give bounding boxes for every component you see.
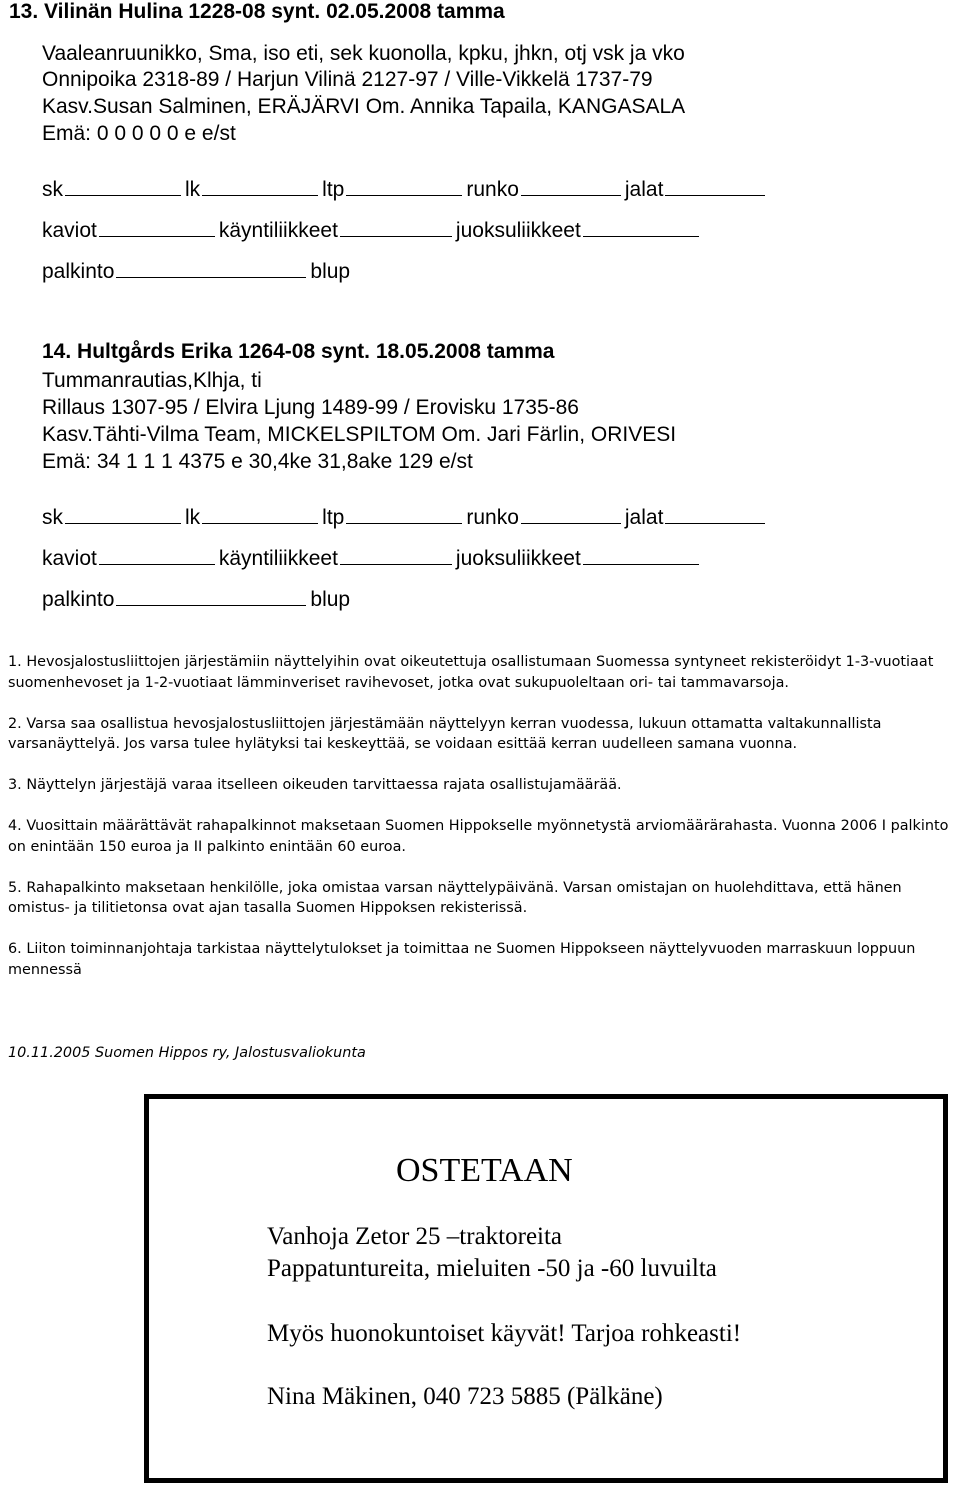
rule-number: 4.: [8, 818, 22, 834]
label-lk: lk: [185, 506, 201, 529]
blank-runko[interactable]: [521, 176, 621, 196]
rule-text: Varsa saa osallistua hevosjalostusliittojen järjestämään näyttelyyn kerran vuodessa, lukuun ottamatta valtakunnallista varsanäyttelyä. Jos varsa tulee hylätyksi tai keskeyttää, se voidaan esittää kerran uudelleen samana vuonna.: [8, 715, 887, 752]
label-runko: runko: [466, 178, 519, 201]
rule-text: Vuosittain määrättävät rahapalkinnot maksetaan Suomen Hippokselle myönnetystä arviomäärärahasta. Vuonna 2006 I palkinto on enintään 150 euroa ja II palkinto enintään 60 euroa.: [8, 818, 954, 855]
entry-14-form-row-2: [42, 545, 703, 571]
blank-runko[interactable]: [521, 504, 621, 524]
entry-14-pedigree: Rillaus 1307-95 / Elvira Ljung 1489-99 / Erovisku 1735-86: [42, 396, 579, 419]
blank-jalat[interactable]: [665, 176, 765, 196]
label-jalat: jalat: [624, 506, 664, 529]
entry-13-form-row-3: [42, 258, 350, 284]
blank-juoksuliikkeet[interactable]: [583, 545, 699, 565]
rule-number: 1.: [8, 654, 22, 670]
ad-line: Myös huonokuntoiset käyvät! Tarjoa rohkeasti!: [267, 1320, 742, 1347]
blank-juoksuliikkeet[interactable]: [583, 217, 699, 237]
label-kaviot: kaviot: [42, 219, 97, 242]
label-kayntiliikkeet: käyntiliikkeet: [218, 219, 338, 242]
rule-number: 6.: [8, 941, 22, 957]
ad-line: Pappatuntureita, mieluiten -50 ja -60 luvuilta: [267, 1255, 717, 1282]
label-ltp: ltp: [322, 506, 345, 529]
rule-item: [8, 652, 958, 693]
rule-text: Liiton toiminnanjohtaja tarkistaa näyttelytulokset ja toimittaa ne Suomen Hippokseen näyttelyvuoden marraskuun loppuun mennessä: [8, 941, 920, 978]
label-kaviot: kaviot: [42, 547, 97, 570]
rule-number: 5.: [8, 879, 22, 896]
rule-item: [8, 775, 958, 796]
label-blup: blup: [310, 260, 351, 283]
blank-palkinto[interactable]: [116, 586, 306, 606]
entry-13-description: Vaaleanruunikko, Sma, iso eti, sek kuonolla, kpku, jhkn, otj vsk ja vko: [42, 42, 685, 65]
ad-title: OSTETAAN: [396, 1152, 573, 1189]
advertisement-box: [144, 1094, 948, 1483]
blank-sk[interactable]: [65, 504, 181, 524]
blank-lk[interactable]: [202, 504, 318, 524]
ad-contact: Nina Mäkinen, 040 723 5885 (Pälkäne): [267, 1383, 663, 1410]
blank-kaviot[interactable]: [99, 545, 215, 565]
blank-lk[interactable]: [202, 176, 318, 196]
rule-item: [8, 816, 958, 857]
signoff: 10.11.2005 Suomen Hippos ry, Jalostusvaliokunta: [8, 1045, 366, 1061]
label-palkinto: palkinto: [42, 588, 115, 611]
entry-13-dam-record: Emä: 0 0 0 0 0 e e/st: [42, 122, 236, 145]
blank-palkinto[interactable]: [116, 258, 306, 278]
rule-text: Hevosjalostusliittojen järjestämiin näyttelyihin ovat oikeutettuja osallistumaan Suomessa syntyneet rekisteröidyt 1-3-vuotiaat suomenhevoset ja 1-2-vuotiaat lämminveriset ravihevoset, jotka ovat sukupuoleltaan ori- tai tammavarsoja.: [8, 654, 938, 691]
blank-sk[interactable]: [65, 176, 181, 196]
label-jalat: jalat: [624, 178, 664, 201]
label-juoksuliikkeet: juoksuliikkeet: [455, 219, 581, 242]
blank-jalat[interactable]: [665, 504, 765, 524]
label-lk: lk: [185, 178, 201, 201]
label-palkinto: palkinto: [42, 260, 115, 283]
label-sk: sk: [42, 178, 63, 201]
blank-ltp[interactable]: [346, 176, 462, 196]
entry-14-form-row-1: [42, 504, 769, 530]
entry-13-form-row-1: [42, 176, 769, 202]
entry-14-dam-record: Emä: 34 1 1 1 4375 e 30,4ke 31,8ake 129 e/st: [42, 450, 473, 473]
rule-text: Näyttelyn järjestäjä varaa itselleen oikeuden tarvittaessa rajata osallistujamäärää.: [26, 777, 622, 793]
entry-13-title: 13. Vilinän Hulina 1228-08 synt. 02.05.2008 tamma: [9, 0, 505, 23]
entry-13-breeder-owner: Kasv.Susan Salminen, ERÄJÄRVI Om. Annika Tapaila, KANGASALA: [42, 95, 686, 118]
rule-item: [8, 939, 958, 980]
entry-14-form-row-3: [42, 586, 350, 612]
rules-list: [8, 652, 958, 1001]
entry-14-breeder-owner: Kasv.Tähti-Vilma Team, MICKELSPILTOM Om. Jari Färlin, ORIVESI: [42, 423, 677, 446]
entry-14-description: Tummanrautias,Klhja, ti: [42, 369, 262, 392]
rule-item: [8, 714, 958, 755]
rule-number: 2.: [8, 715, 22, 732]
entry-14-title: 14. Hultgårds Erika 1264-08 synt. 18.05.2008 tamma: [42, 340, 555, 363]
blank-ltp[interactable]: [346, 504, 462, 524]
ad-line: Vanhoja Zetor 25 –traktoreita: [267, 1223, 563, 1250]
label-sk: sk: [42, 506, 63, 529]
rule-item: [8, 878, 958, 919]
label-blup: blup: [310, 588, 351, 611]
blank-kayntiliikkeet[interactable]: [340, 217, 452, 237]
blank-kaviot[interactable]: [99, 217, 215, 237]
label-ltp: ltp: [322, 178, 345, 201]
label-kayntiliikkeet: käyntiliikkeet: [218, 547, 338, 570]
label-juoksuliikkeet: juoksuliikkeet: [455, 547, 581, 570]
rule-number: 3.: [8, 777, 22, 793]
blank-kayntiliikkeet[interactable]: [340, 545, 452, 565]
label-runko: runko: [466, 506, 519, 529]
entry-13-form-row-2: [42, 217, 703, 243]
rule-text: Rahapalkinto maksetaan henkilölle, joka omistaa varsan näyttelypäivänä. Varsan omistajan on huolehdittava, että hänen omistus- ja tilitietonsa ovat ajan tasalla Suomen Hippoksen rekisterissä.: [8, 879, 907, 916]
entry-13-pedigree: Onnipoika 2318-89 / Harjun Vilinä 2127-97 / Ville-Vikkelä 1737-79: [42, 68, 653, 91]
